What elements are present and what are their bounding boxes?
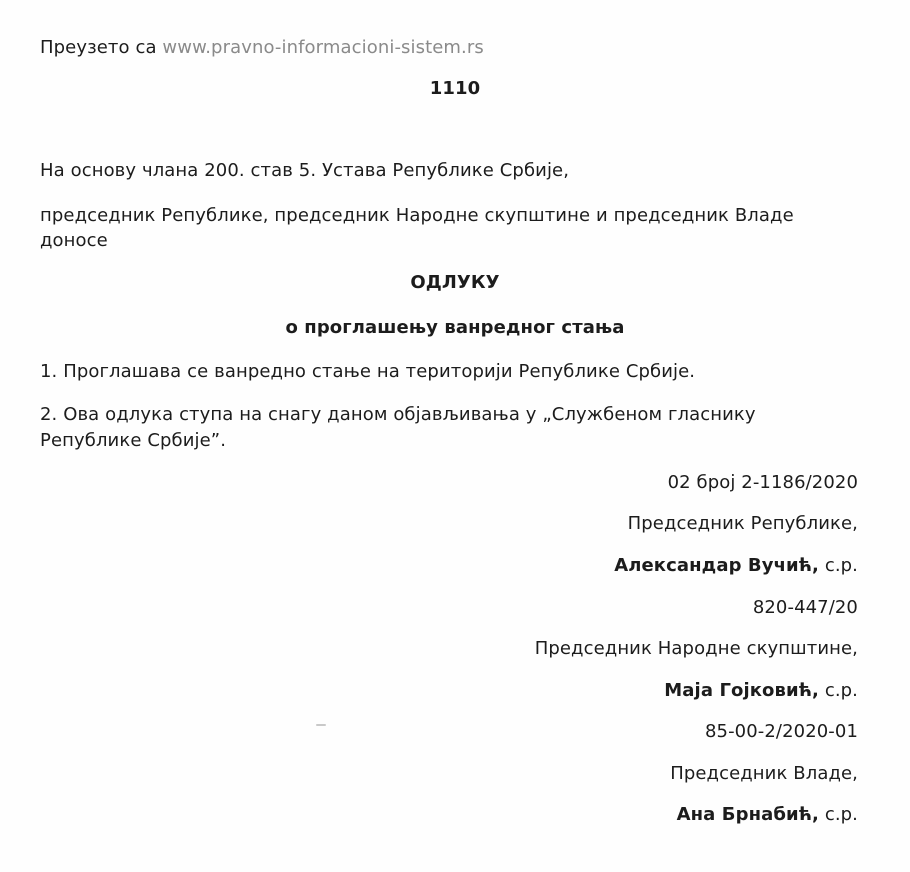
signatory-name-line: [614, 554, 858, 578]
reference-number: 820-447/20: [752, 597, 858, 618]
preamble-line-2: председник Републике, председник Народне скупштине и председник Владе: [40, 205, 794, 226]
signatory-name-line: [664, 679, 858, 703]
signatory-name: Александар Вучић,: [614, 555, 819, 576]
signatory-role: Председник Републике,: [627, 513, 858, 534]
preamble-line-3: доносе: [40, 230, 108, 251]
signatory-name: Ана Брнабић,: [676, 804, 819, 825]
source-line: [40, 36, 484, 60]
signed-mark: с.р.: [819, 804, 858, 825]
signed-mark: с.р.: [819, 555, 858, 576]
signatory-name: Маја Гојковић,: [664, 680, 819, 701]
article-1: 1. Проглашава се ванредно стање на територији Републике Србије.: [40, 361, 696, 382]
signatory-role: Председник Владе,: [670, 763, 858, 784]
scan-smudge: [316, 724, 326, 726]
document-title: ОДЛУКУ: [410, 272, 500, 293]
signatory-name-line: [677, 803, 858, 827]
reference-number: 85-00-2/2020-01: [704, 721, 858, 742]
document-number: 1110: [429, 78, 481, 99]
source-prefix: Преузето са: [40, 37, 157, 58]
article-2-line-2: Републике Србије”.: [40, 430, 227, 451]
preamble-line-1: На основу члана 200. став 5. Устава Републике Србије,: [40, 160, 570, 181]
document-subtitle: о проглашењу ванредног стања: [285, 317, 625, 338]
signed-mark: с.р.: [819, 680, 858, 701]
article-2-line-1: 2. Ова одлука ступа на снагу даном објављивања у „Службеном гласнику: [40, 404, 756, 425]
source-link[interactable]: www.pravno-informacioni-sistem.rs: [162, 37, 484, 58]
signatory-role: Председник Народне скупштине,: [534, 638, 858, 659]
reference-number: 02 број 2-1186/2020: [667, 472, 858, 493]
